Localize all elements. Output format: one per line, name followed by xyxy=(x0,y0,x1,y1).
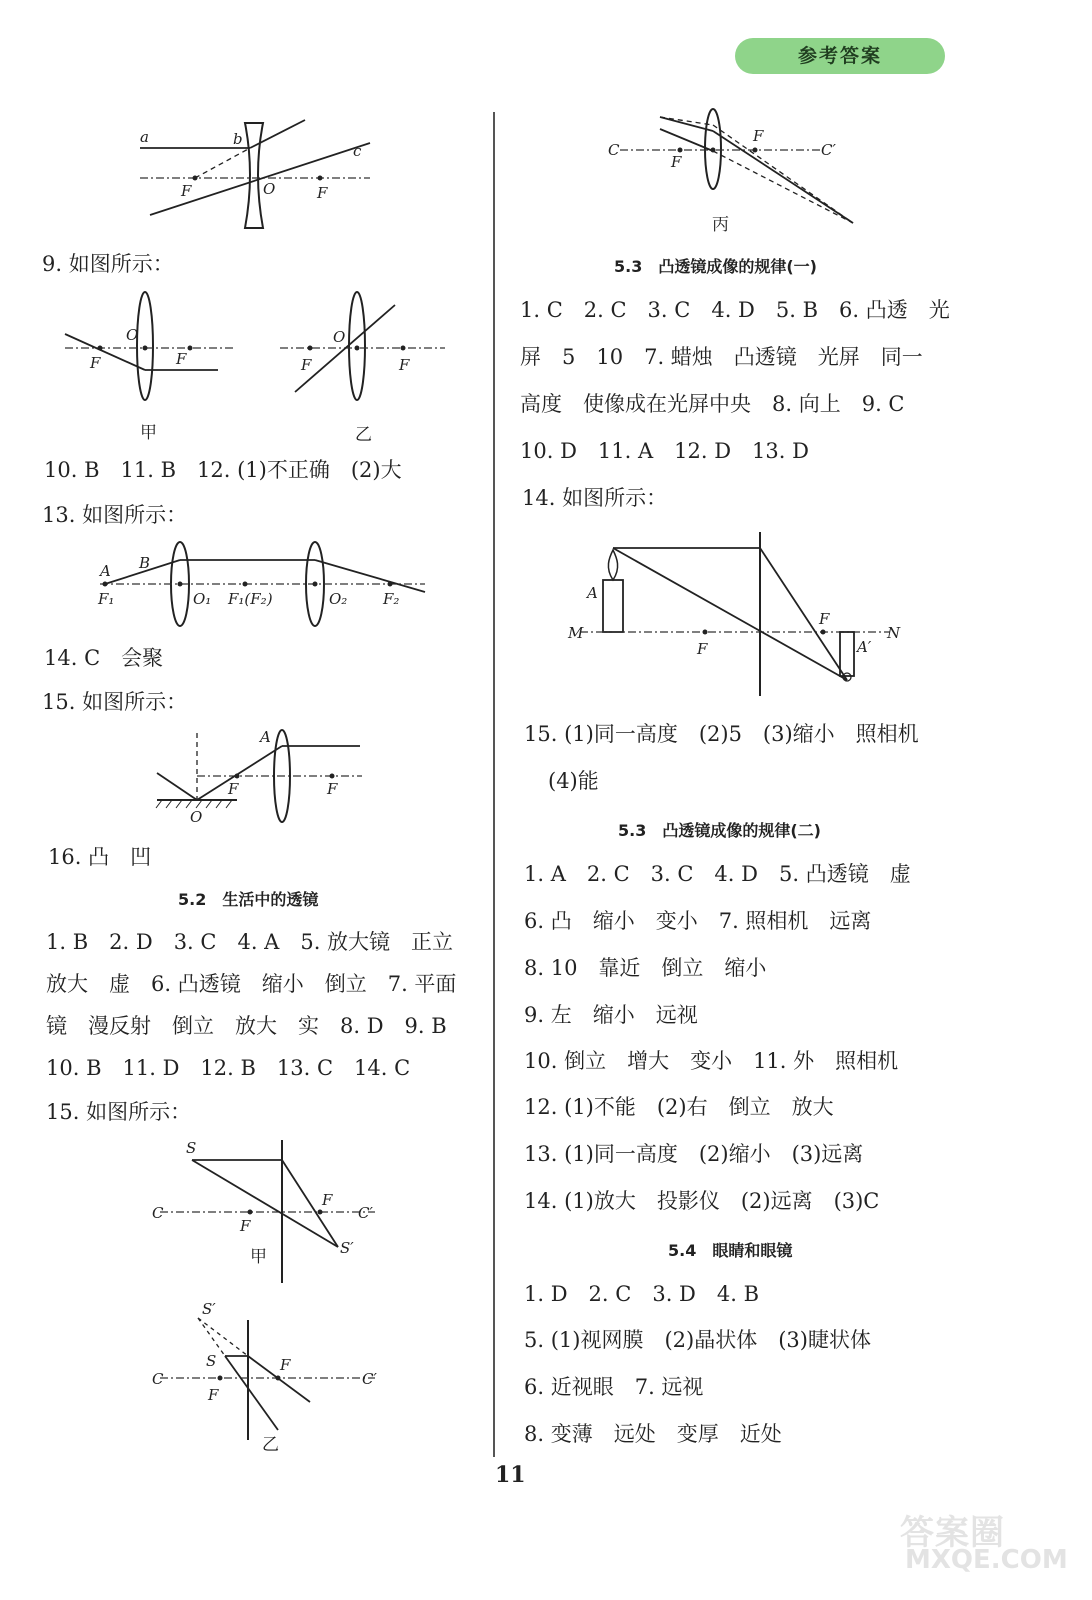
sec54-line-4: 8. 变薄 远处 变厚 近处 xyxy=(524,1422,782,1446)
sec52-line-3: 镜 漫反射 倒立 放大 实 8. D 9. B xyxy=(46,1014,447,1038)
fig15-jia-label: 甲 xyxy=(250,1247,267,1267)
label-F: F xyxy=(753,127,764,145)
section-5-3-1-title: 5.3 凸透镜成像的规律(一) xyxy=(614,257,817,276)
label-C: C xyxy=(608,141,620,159)
fig13-two-lenses xyxy=(95,540,430,630)
sec532-line-3: 8. 10 靠近 倒立 缩小 xyxy=(524,956,767,980)
watermark-url: MXQE.COM xyxy=(905,1545,1068,1575)
label-F: F xyxy=(176,350,187,368)
label-O1: O₁ xyxy=(193,590,212,608)
label-a: a xyxy=(140,128,149,146)
concave-lens-figure xyxy=(135,118,380,238)
fig9-yi xyxy=(275,290,455,400)
label-F: F xyxy=(228,780,239,798)
sec532-line-8: 14. (1)放大 投影仪 (2)远离 (3)C xyxy=(524,1189,880,1213)
sec52-line-4: 10. B 11. D 12. B 13. C 14. C xyxy=(46,1056,411,1080)
label-F: F xyxy=(317,184,328,202)
column-divider xyxy=(493,112,495,1457)
label-Sp: S′ xyxy=(340,1239,354,1257)
fig15-mirror-lens xyxy=(152,728,367,828)
sec531-line-1: 1. C 2. C 3. C 4. D 5. B 6. 凸透 光 xyxy=(520,298,950,322)
sec52-line-1: 1. B 2. D 3. C 4. A 5. 放大镜 正立 xyxy=(46,930,454,954)
answer-15: 15. 如图所示： xyxy=(42,690,188,714)
label-F2: F₂ xyxy=(383,590,400,608)
sec532-line-4: 9. 左 缩小 远视 xyxy=(524,1003,698,1027)
label-O: O xyxy=(263,180,276,198)
section-5-3-2-title: 5.3 凸透镜成像的规律(二) xyxy=(618,821,821,840)
fig14-candle xyxy=(565,530,910,700)
label-O: O xyxy=(126,326,139,344)
page-number: 11 xyxy=(495,1462,526,1488)
label-Cp: C′ xyxy=(821,141,836,159)
answer-10-12: 10. B 11. B 12. (1)不正确 (2)大 xyxy=(44,458,402,482)
label-F: F xyxy=(90,354,101,372)
watermark-logo: 答案圈 xyxy=(900,1513,1005,1553)
sec532-line-6: 12. (1)不能 (2)右 倒立 放大 xyxy=(524,1095,834,1119)
section-5-2-title: 5.2 生活中的透镜 xyxy=(178,890,319,909)
fig9-jia-label: 甲 xyxy=(140,423,157,443)
label-C: C xyxy=(152,1204,164,1222)
label-b: b xyxy=(233,130,243,148)
label-F1: F₁ xyxy=(98,590,115,608)
sec52-line-5: 15. 如图所示： xyxy=(46,1100,192,1124)
section-5-4-title: 5.4 眼睛和眼镜 xyxy=(668,1241,793,1260)
label-F: F xyxy=(819,610,830,628)
sec52-line-2: 放大 虚 6. 凸透镜 缩小 倒立 7. 平面 xyxy=(46,972,457,996)
label-C: C xyxy=(152,1370,164,1388)
label-Cp: C′ xyxy=(358,1204,373,1222)
answer-key-badge: 参考答案 xyxy=(735,38,945,74)
sec54-line-3: 6. 近视眼 7. 远视 xyxy=(524,1375,704,1399)
label-M: M xyxy=(568,624,584,642)
label-A: A xyxy=(587,584,598,602)
label-F: F xyxy=(399,356,410,374)
label-F: F xyxy=(671,153,682,171)
fig15-jia xyxy=(150,1135,385,1285)
fig15-yi-label: 乙 xyxy=(262,1435,279,1455)
label-A: A xyxy=(260,728,271,746)
sec531-line-5: 14. 如图所示： xyxy=(522,486,668,510)
fig9-yi-label: 乙 xyxy=(355,425,372,445)
sec531-line-3: 高度 使像成在光屏中央 8. 向上 9. C xyxy=(520,392,905,416)
label-F: F xyxy=(322,1191,333,1209)
sec531-line-2: 屏 5 10 7. 蜡烛 凸透镜 光屏 同一 xyxy=(520,345,923,369)
label-N: N xyxy=(887,624,901,642)
label-O: O xyxy=(333,328,346,346)
fig15-yi xyxy=(150,1300,385,1450)
label-O2: O₂ xyxy=(329,590,348,608)
sec532-line-2: 6. 凸 缩小 变小 7. 照相机 远离 xyxy=(524,909,872,933)
label-F: F xyxy=(240,1217,251,1235)
sec531-line-7: (4)能 xyxy=(548,769,599,793)
answer-16: 16. 凸 凹 xyxy=(48,845,152,869)
sec532-line-7: 13. (1)同一高度 (2)缩小 (3)远离 xyxy=(524,1142,864,1166)
label-Cp: C′ xyxy=(362,1370,377,1388)
label-F: F xyxy=(181,182,192,200)
sec531-line-6: 15. (1)同一高度 (2)5 (3)缩小 照相机 xyxy=(524,722,919,746)
answer-13: 13. 如图所示： xyxy=(42,503,188,527)
label-F: F xyxy=(327,780,338,798)
answer-14: 14. C 会聚 xyxy=(44,646,164,670)
label-F: F xyxy=(280,1356,291,1374)
label-O: O xyxy=(190,808,203,826)
label-Ap: A′ xyxy=(857,638,872,656)
label-S: S xyxy=(206,1352,217,1370)
sec531-line-4: 10. D 11. A 12. D 13. D xyxy=(520,439,809,463)
label-Sp: S′ xyxy=(202,1300,216,1318)
sec532-line-1: 1. A 2. C 3. C 4. D 5. 凸透镜 虚 xyxy=(524,862,911,886)
label-A: A xyxy=(100,562,111,580)
label-F1F2: F₁(F₂) xyxy=(228,590,273,608)
label-B: B xyxy=(139,554,151,572)
label-F: F xyxy=(208,1386,219,1404)
label-F: F xyxy=(301,356,312,374)
sec532-line-5: 10. 倒立 增大 变小 11. 外 照相机 xyxy=(524,1049,899,1073)
fig-bing-label: 丙 xyxy=(712,215,729,235)
answer-9: 9. 如图所示： xyxy=(42,252,174,276)
label-S: S xyxy=(186,1139,197,1157)
label-c: c xyxy=(353,142,362,160)
fig-bing xyxy=(605,105,860,230)
sec54-line-2: 5. (1)视网膜 (2)晶状体 (3)睫状体 xyxy=(524,1328,871,1352)
sec54-line-1: 1. D 2. C 3. D 4. B xyxy=(524,1282,760,1306)
fig9-jia xyxy=(60,290,240,400)
label-F: F xyxy=(697,640,708,658)
